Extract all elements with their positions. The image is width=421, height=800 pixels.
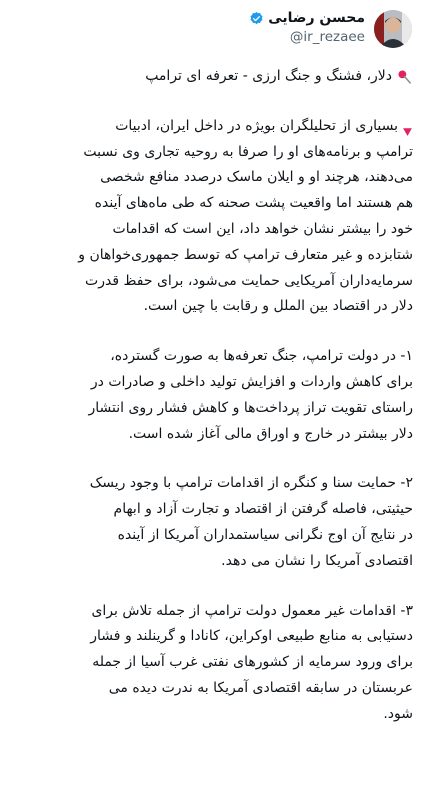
verified-badge-icon (249, 11, 264, 26)
tweet-line: برای کاهش واردات و افزایش تولید داخلی و صادرات در (90, 373, 413, 390)
tweet-line: سرمایه‌داران آمریکایی حمایت می‌شود، برای حفظ قدرت (85, 272, 413, 289)
paragraph-gap (6, 447, 413, 471)
paragraph-gap (6, 90, 413, 114)
paragraph-gap (6, 575, 413, 599)
paragraph-1 (6, 114, 413, 320)
handle[interactable]: @ir_rezaee (289, 29, 365, 45)
tweet-line: عربستان در سابقه اقتصادی آمریکا به ندرت دیده می (108, 679, 413, 696)
author-info (249, 10, 365, 45)
tweet-line: حیثیتی، فاصله گرفتن از اقتصاد و تجارت آزاد و ابهام (113, 501, 413, 518)
tweet-line-text: بسیاری از تحلیلگران بویژه در داخل ایران، ادبیات (115, 117, 398, 134)
tweet-title: دلار، فشنگ و جنگ ارزی - تعرفه ای ترامپ (145, 68, 392, 84)
tweet-line: شتابزده و غیر متعارف ترامپ که توسط جمهوری‌خواهان و (78, 246, 413, 263)
tweet-line: اقتصادی آمریکا را نشان می دهد. (221, 552, 413, 569)
tweet-line: ۲- حمایت سنا و کنگره از اقدامات ترامپ با وجود ریسک (89, 475, 413, 492)
tweet-line: در نتایج آن اوج نگرانی سیاستمداران آمریکا از آینده (117, 526, 413, 543)
tweet-line (6, 114, 413, 140)
paragraph-4 (6, 599, 413, 728)
tweet-line: خود را بیشتر نشان خواهد داد، این است که اقدامات (112, 220, 413, 237)
tweet-line: دستیابی به منابع طبیعی اوکراین، کانادا و گرینلند و فشار (90, 628, 413, 645)
display-name-row (249, 10, 365, 26)
paragraph-3 (6, 471, 413, 574)
tweet-line: می‌دهند، هرچند او و ایلان ماسک درصدد منافع شخصی (100, 169, 413, 186)
paragraph-gap (6, 320, 413, 344)
pushpin-icon (396, 68, 413, 85)
tweet-line: ۱- در دولت ترامپ، جنگ تعرفه‌ها به صورت گسترده، (110, 348, 413, 365)
tweet-line: برای ورود سرمایه از کشورهای نفتی غرب آسیا از جمله (92, 654, 413, 671)
avatar[interactable] (374, 10, 412, 48)
tweet-header (0, 0, 421, 62)
tweet-line: دلار در اقتصاد بین الملل و رقابت با چین است. (143, 298, 413, 315)
tweet-line: شود. (383, 705, 413, 722)
red-triangle-down-icon (402, 121, 413, 132)
tweet-line: ترامپ و برنامه‌های او را صرفا به روحیه تجاری وی نسبت (83, 143, 413, 160)
tweet-line: ۳- اقدامات غیر معمول دولت ترامپ از جمله تلاش برای (91, 602, 413, 619)
tweet-line: دلار بیشتر در خارج و اوراق مالی آغاز شده است. (128, 425, 413, 442)
display-name[interactable]: محسن رضایی (268, 10, 365, 26)
tweet-line: هم هستند اما واقعیت پشت صحنه که طی ماه‌های آینده (94, 195, 413, 212)
tweet-body (6, 64, 413, 728)
paragraph-2 (6, 344, 413, 447)
tweet-title-line (6, 64, 413, 90)
tweet-line: راستای تقویت تراز پرداخت‌ها و کاهش فشار روی انتشار (88, 399, 413, 416)
